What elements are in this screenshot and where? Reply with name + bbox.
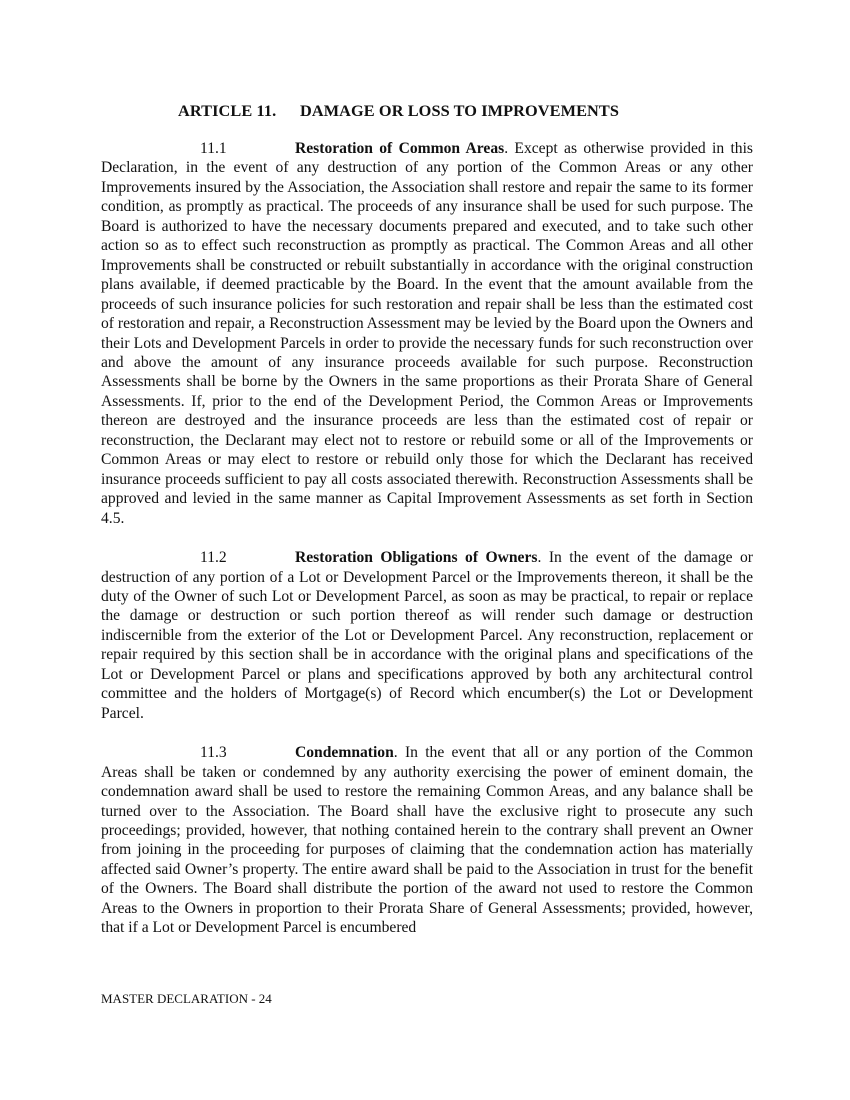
section-11-1 (101, 139, 753, 528)
section-body: . In the event that all or any portion of the Common Areas shall be taken or condemned by any authority exercising the power of eminent domain, the condemnation award shall be used to restore the remaining Common Areas, and any balance shall be turned over to the Association. The Board shall have the exclusive right to prosecute any such proceedings; provided, however, that nothing contained herein to the contrary shall prevent an Owner from joining in the proceeding for purposes of claiming that the condemnation action has materially affected said Owner’s property. The entire award shall be paid to the Association in trust for the benefit of the Owners. The Board shall distribute the portion of the award not used to restore the Common Areas to the Owners in proportion to their Prorata Share of General Assessments; provided, however, that if a Lot or Development Parcel is encumbered (101, 744, 753, 937)
section-title: Condemnation (295, 744, 394, 762)
section-number: 11.2 (200, 549, 227, 567)
section-11-2 (101, 548, 753, 723)
section-number: 11.1 (200, 140, 227, 157)
article-heading (101, 100, 753, 122)
section-title: Restoration Obligations of Owners (295, 549, 538, 567)
document-page (101, 100, 753, 958)
section-body: . In the event of the damage or destruction of any portion of a Lot or Development Parcel or the Improvements thereon, it shall be the duty of the Owner of such Lot or Development Parcel, as soon as may be practical, to repair or replace the damage or destruction or such portion thereof as will render such damage or destruction indiscernible from the exterior of the Lot or Development Parcel. Any reconstruction, replacement or repair required by this section shall be in accordance with the original plans and specifications of the Lot or Development Parcel or plans and specifications approved by both any architectural control committee and the holders of Mortgage(s) of Record which encumber(s) the Lot or Development Parcel. (101, 549, 753, 722)
section-11-3 (101, 743, 753, 938)
article-number: ARTICLE 11. (178, 101, 277, 120)
section-number: 11.3 (200, 744, 227, 762)
page-footer: MASTER DECLARATION - 24 (101, 991, 272, 1006)
section-title: Restoration of Common Areas (295, 140, 505, 157)
article-title: DAMAGE OR LOSS TO IMPROVEMENTS (300, 101, 620, 120)
section-body: . Except as otherwise provided in this Declaration, in the event of any destruction of any portion of the Common Areas or any other Improvements insured by the Association, the Association shall restore and repair the same to its former condition, as promptly as practical. The proceeds of any insurance shall be used for such purpose. The Board is authorized to have the necessary documents prepared and executed, and to take such other action so as to effect such reconstruction as promptly as practical. The Common Areas and all other Improvements shall be constructed or rebuilt substantially in accordance with the original construction plans available, if deemed practicable by the Board. In the event that the amount available from the proceeds of such insurance policies for such restoration and repair shall be less than the estimated cost of restoration and repair, a Reconstruction Assessment may be levied by the Board upon the Owners and their Lots and Development Parcels in order to provide the necessary funds for such reconstruction over and above the amount of any insurance proceeds available for such purpose. Reconstruction Assessments shall be borne by the Owners in the same proportions as their Prorata Share of General Assessments. If, prior to the end of the Development Period, the Common Areas or Improvements thereon are destroyed and the insurance proceeds are less than the estimated cost of repair or reconstruction, the Declarant may elect not to restore or rebuild some or all of the Improvements or Common Areas or may elect to restore or rebuild only those for which the Declarant has received insurance proceeds sufficient to pay all costs associated therewith. Reconstruction Assessments shall be approved and levied in the same manner as Capital Improvement Assessments as set forth in Section 4.5. (101, 140, 753, 527)
